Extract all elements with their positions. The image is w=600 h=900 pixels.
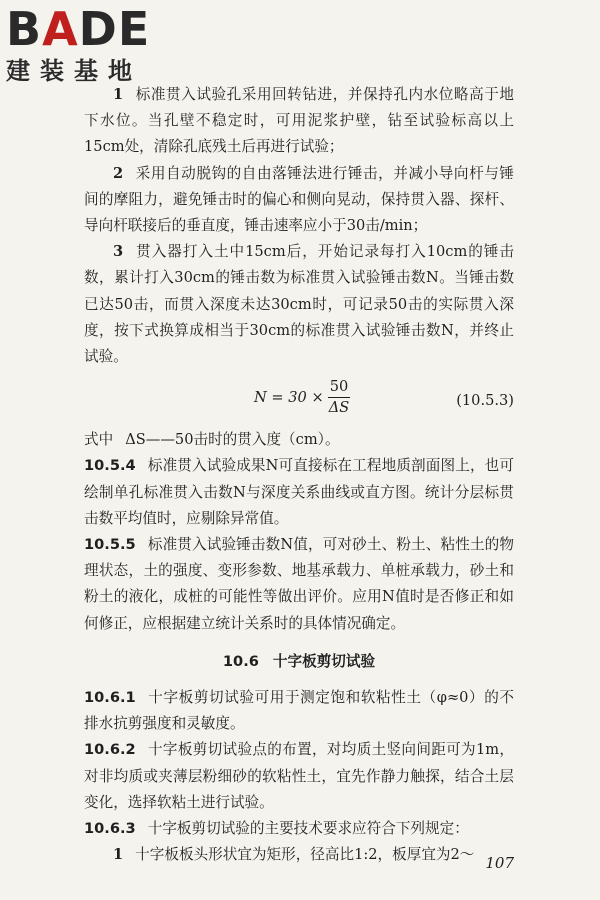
- list-item: 1 标准贯入试验孔采用回转钻进，并保持孔内水位略高于地下水位。当孔壁不稳定时，可用泥浆护壁，钻至试验标高以上15cm处，清除孔底残土后再进行试验；: [84, 86, 514, 156]
- formula-where: 式中 ΔS——50击时的贯入度（cm）。: [84, 431, 340, 449]
- clause-10-6-2: 10.6.2 十字板剪切试验点的布置，对均质土竖向间距可为1m，对非均质或夹薄层粉细砂的软粘性土，宜先作静力触探，结合土层变化，选择软粘土进行试验。: [84, 741, 514, 811]
- formula-10-5-3: [84, 373, 514, 425]
- formula-expression: N = 30 × $\frac{50}{\Delta S}$: [254, 378, 350, 417]
- section-heading: 10.6 十字板剪切试验: [222, 652, 376, 670]
- page-body: [84, 82, 514, 868]
- page-number: 107: [485, 854, 514, 872]
- logo-subtitle: 建装基地: [6, 57, 142, 85]
- logo: [6, 4, 150, 86]
- logo-accent-letter: A: [42, 2, 79, 56]
- formula-number: (10.5.3): [456, 392, 514, 410]
- list-item: 1 十字板板头形状宜为矩形，径高比1:2，板厚宜为2～: [113, 846, 475, 864]
- clause-10-6-1: 10.6.1 十字板剪切试验可用于测定饱和软粘性土（φ≈0）的不排水抗剪强度和灵敏度。: [84, 689, 514, 733]
- list-item: 3 贯入器打入土中15cm后，开始记录每打入10cm的锤击数，累计打入30cm的锤击数为标准贯入试验锤击数N。当锤击数已达50击，而贯入深度未达30cm时，可记录50击的实际贯入深度，按下式换算成相当于30cm的标准贯入试验锤击数N，并终止试验。: [84, 243, 514, 366]
- list-item: 2 采用自动脱钩的自由落锤法进行锤击，并减小导向杆与锤间的摩阻力，避免锤击时的偏心和侧向晃动，保持贯入器、探杆、导向杆联接后的垂直度，锤击速率应小于30击/min；: [84, 164, 514, 235]
- clause-10-6-3: 10.6.3 十字板剪切试验的主要技术要求应符合下列规定：: [84, 820, 469, 838]
- logo-wordmark: BADE: [6, 2, 151, 56]
- clause-10-5-5: 10.5.5 标准贯入试验锤击数N值，可对砂土、粉土、粘性土的物理状态，土的强度、变形参数、地基承载力、单桩承载力，砂土和粉土的液化，成桩的可能性等做出评价。应用N值时是否修正和如何修正，应根据建立统计关系时的具体情况确定。: [84, 536, 514, 632]
- clause-10-5-4: 10.5.4 标准贯入试验成果N可直接标在工程地质剖面图上，也可绘制单孔标准贯入击数N与深度关系曲线或直方图。统计分层标贯击数平均值时，应剔除异常值。: [84, 457, 514, 527]
- formula-fraction: $\frac{50}{\Delta S}$: [328, 378, 350, 417]
